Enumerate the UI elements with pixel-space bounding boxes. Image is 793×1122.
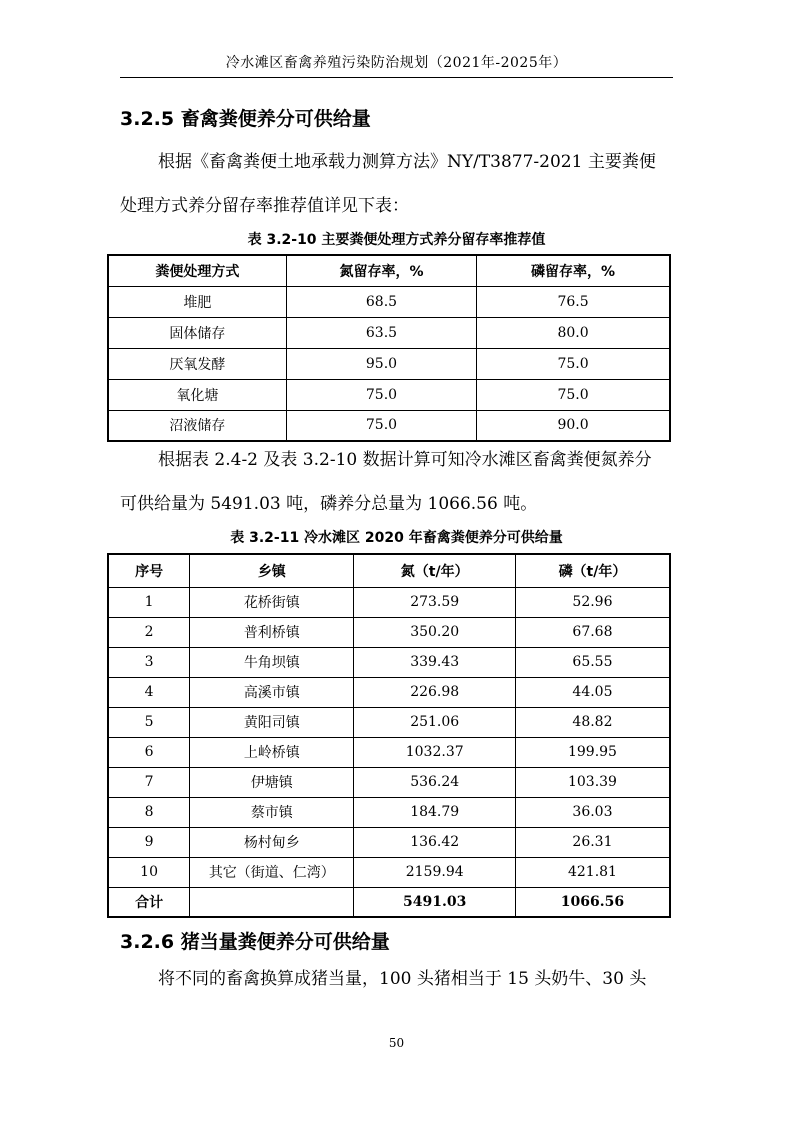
table2-cell: 蔡市镇 <box>190 797 354 827</box>
table-row <box>108 348 670 379</box>
table1-cell: 63.5 <box>286 317 476 348</box>
table1-cell: 沼液储存 <box>108 410 286 441</box>
table2-caption: 表 3.2-11 冷水滩区 2020 年畜禽粪便养分可供给量 <box>230 530 563 546</box>
paragraph-2 <box>120 438 673 526</box>
table-row <box>108 767 670 797</box>
table2-cell: 4 <box>108 677 190 707</box>
table-row <box>108 797 670 827</box>
table2-cell: 184.79 <box>354 797 515 827</box>
table2-cell: 2159.94 <box>354 857 515 887</box>
table1-cell: 75.0 <box>477 379 670 410</box>
table-row <box>108 410 670 441</box>
table2-cell: 44.05 <box>515 677 670 707</box>
table2-cell: 9 <box>108 827 190 857</box>
page-number: 50 <box>388 1036 405 1050</box>
paragraph-3 <box>120 957 673 1001</box>
table1-cell: 80.0 <box>477 317 670 348</box>
table-retention-rates <box>107 254 671 442</box>
table2-cell: 421.81 <box>515 857 670 887</box>
table1-cell: 90.0 <box>477 410 670 441</box>
table2-total-label: 合计 <box>108 887 190 917</box>
table2-cell: 花桥街镇 <box>190 587 354 617</box>
table2-cell: 67.68 <box>515 617 670 647</box>
table2-cell: 牛角坝镇 <box>190 647 354 677</box>
table1-cell: 76.5 <box>477 286 670 317</box>
table2-cell: 其它（街道、仁湾） <box>190 857 354 887</box>
section-title-3-2-6: 3.2.6 猪当量粪便养分可供给量 <box>120 931 390 953</box>
table1-header-method: 粪便处理方式 <box>108 255 286 286</box>
table2-cell: 2 <box>108 617 190 647</box>
table2-cell: 52.96 <box>515 587 670 617</box>
table1-cell: 固体储存 <box>108 317 286 348</box>
running-header: 冷水滩区畜禽养殖污染防治规划（2021年-2025年） <box>225 55 568 71</box>
table1-cell: 厌氧发酵 <box>108 348 286 379</box>
table2-cell: 339.43 <box>354 647 515 677</box>
table2-cell: 26.31 <box>515 827 670 857</box>
table2-cell: 杨村甸乡 <box>190 827 354 857</box>
table2-total-row <box>108 887 670 917</box>
table-row <box>108 587 670 617</box>
table1-cell: 95.0 <box>286 348 476 379</box>
table2-total-empty <box>190 887 354 917</box>
table2-cell: 10 <box>108 857 190 887</box>
table2-cell: 251.06 <box>354 707 515 737</box>
table-row <box>108 617 670 647</box>
table2-cell: 5 <box>108 707 190 737</box>
table2-cell: 6 <box>108 737 190 767</box>
paragraph-1-line-2: 处理方式养分留存率推荐值详见下表： <box>120 196 409 216</box>
table2-cell: 136.42 <box>354 827 515 857</box>
table2-total-nitrogen: 5491.03 <box>354 887 515 917</box>
table2-cell: 黄阳司镇 <box>190 707 354 737</box>
table-row <box>108 286 670 317</box>
table2-header-nitrogen: 氮（t/年） <box>354 554 515 587</box>
table1-header-nitrogen: 氮留存率，% <box>286 255 476 286</box>
table2-cell: 上岭桥镇 <box>190 737 354 767</box>
table2-cell: 36.03 <box>515 797 670 827</box>
table2-header-phosphorus: 磷（t/年） <box>515 554 670 587</box>
section-title-3-2-5: 3.2.5 畜禽粪便养分可供给量 <box>120 108 371 130</box>
table-row <box>108 379 670 410</box>
table2-header-row <box>108 554 670 587</box>
table2-cell: 1 <box>108 587 190 617</box>
table-row <box>108 857 670 887</box>
table2-cell: 伊塘镇 <box>190 767 354 797</box>
paragraph-3-line-1: 将不同的畜禽换算成猪当量，100 头猪相当于 15 头奶牛、30 头 <box>158 969 647 989</box>
paragraph-2-line-2: 可供给量为 5491.03 吨，磷养分总量为 1066.56 吨。 <box>120 494 538 514</box>
paragraph-1-line-1: 根据《畜禽粪便土地承载力测算方法》NY/T3877-2021 主要粪便 <box>158 152 656 172</box>
table-nutrient-supply <box>107 553 671 918</box>
table1-caption: 表 3.2-10 主要粪便处理方式养分留存率推荐值 <box>247 232 546 248</box>
table2-cell: 7 <box>108 767 190 797</box>
table2-cell: 273.59 <box>354 587 515 617</box>
table-row <box>108 737 670 767</box>
table2-cell: 103.39 <box>515 767 670 797</box>
table2-cell: 8 <box>108 797 190 827</box>
table1-cell: 氧化塘 <box>108 379 286 410</box>
table-row <box>108 827 670 857</box>
table2-cell: 536.24 <box>354 767 515 797</box>
table1-cell: 75.0 <box>286 410 476 441</box>
table2-cell: 199.95 <box>515 737 670 767</box>
table2-cell: 1032.37 <box>354 737 515 767</box>
table2-cell: 普利桥镇 <box>190 617 354 647</box>
table2-header-no: 序号 <box>108 554 190 587</box>
header-rule <box>120 77 673 78</box>
table2-header-township: 乡镇 <box>190 554 354 587</box>
paragraph-1 <box>120 140 673 228</box>
table-row <box>108 317 670 348</box>
table2-cell: 65.55 <box>515 647 670 677</box>
table2-cell: 350.20 <box>354 617 515 647</box>
table1-cell: 75.0 <box>477 348 670 379</box>
table1-header-row <box>108 255 670 286</box>
table-row <box>108 677 670 707</box>
table2-cell: 高溪市镇 <box>190 677 354 707</box>
table-row <box>108 647 670 677</box>
table1-header-phosphorus: 磷留存率，% <box>477 255 670 286</box>
table2-cell: 48.82 <box>515 707 670 737</box>
table1-cell: 68.5 <box>286 286 476 317</box>
table1-cell: 堆肥 <box>108 286 286 317</box>
table2-cell: 3 <box>108 647 190 677</box>
table-row <box>108 707 670 737</box>
table1-cell: 75.0 <box>286 379 476 410</box>
table2-cell: 226.98 <box>354 677 515 707</box>
table2-total-phosphorus: 1066.56 <box>515 887 670 917</box>
paragraph-2-line-1: 根据表 2.4-2 及表 3.2-10 数据计算可知冷水滩区畜禽粪便氮养分 <box>158 450 652 470</box>
